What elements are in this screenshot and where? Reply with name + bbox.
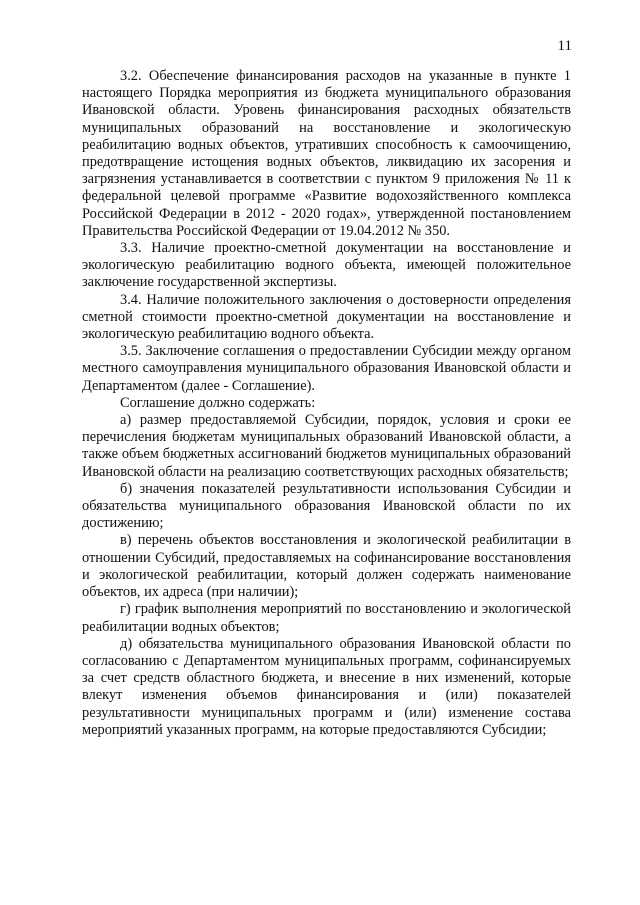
paragraph-3-3: 3.3. Наличие проектно-сметной документации на восстановление и экологическую реабилитацию водного объекта, имеющей положительное заключение государственной экспертизы.: [82, 240, 571, 291]
document-body: [82, 68, 571, 739]
agreement-contents-intro: Соглашение должно содержать:: [120, 394, 316, 411]
paragraph-3-2: 3.2. Обеспечение финансирования расходов на указанные в пункте 1 настоящего Порядка мероприятия из бюджета муниципального образования Ивановской области. Уровень финансирования расходных обязательств муниципальных образований на восстановление и экологическую реабилитацию водных объектов, утративших способность к самоочищению, предотвращение истощения водных объектов, ликвидацию их засорения и загрязнения устанавливается в соответствии с пунктом 9 приложения № 11 к федеральной целевой программе «Развитие водохозяйственного комплекса Российской Федерации в 2012 - 2020 годах», утвержденной постановлением Правительства Российской Федерации от 19.04.2012 № 350.: [82, 68, 571, 239]
list-item-v: в) перечень объектов восстановления и экологической реабилитации в отношении Субсидий, предоставляемых на софинансирование восстановления и экологической реабилитации, который должен содержать наименование объектов, их адреса (при наличии);: [82, 532, 571, 601]
list-item-b: б) значения показателей результативности использования Субсидии и обязательства муниципального образования Ивановской области по их достижению;: [82, 480, 571, 532]
paragraph-3-4: 3.4. Наличие положительного заключения о достоверности определения сметной стоимости проектно-сметной документации на восстановление и экологическую реабилитацию водного объекта.: [82, 291, 571, 343]
list-item-g: г) график выполнения мероприятий по восстановлению и экологической реабилитации водных объектов;: [82, 601, 571, 635]
list-item-a: а) размер предоставляемой Субсидии, порядок, условия и сроки ее перечисления бюджетам муниципальных образований Ивановской области, а также объем бюджетных ассигнований бюджетов муниципальных образований Ивановской области на реализацию соответствующих расходных обязательств;: [82, 412, 571, 480]
page-number: 11: [557, 38, 572, 54]
paragraph-3-5: 3.5. Заключение соглашения о предоставлении Субсидии между органом местного самоуправления муниципального образования Ивановской области и Департаментом (далее - Соглашение).: [82, 343, 571, 394]
list-item-d: д) обязательства муниципального образования Ивановской области по согласованию с Департаментом муниципальных программ, софинансируемых за счет средств областного бюджета, и внесение в них изменений, которые влекут изменения объемов финансирования и (или) показателей результативности муниципальных программ и (или) изменение состава мероприятий указанных программ, на которые предоставляются Субсидии;: [82, 635, 571, 738]
